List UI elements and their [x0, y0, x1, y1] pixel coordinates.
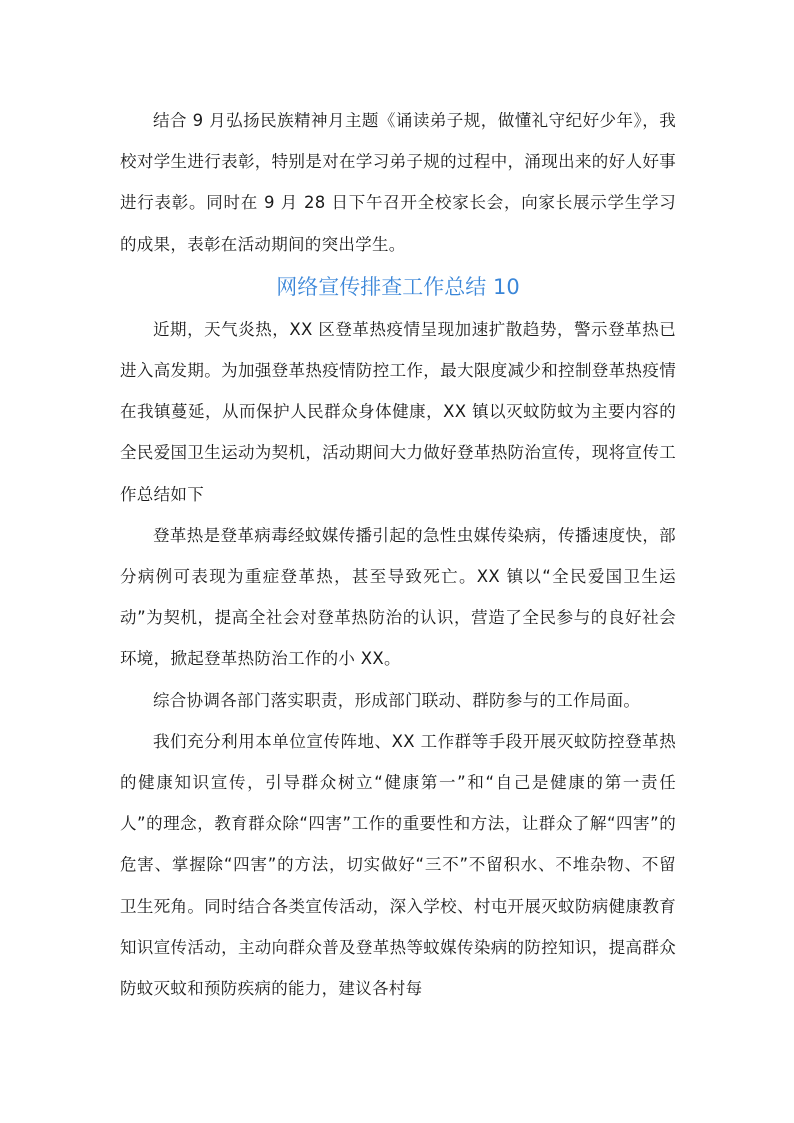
body-paragraph-2: 登革热是登革病毒经蚊媒传播引起的急性虫媒传染病，传播速度快，部分病例可表现为重症登革热，甚至导致死亡。XX 镇以“全民爱国卫生运动”为契机，提高全社会对登革热防治的认识，营造了全民参与的良好社会环境，掀起登革热防治工作的小 XX。 — [120, 525, 676, 669]
document-page — [120, 100, 676, 1009]
body-paragraph-4: 我们充分利用本单位宣传阵地、XX 工作群等手段开展灭蚊防控登革热的健康知识宣传，引导群众树立“健康第一”和“自己是健康的第一责任人”的理念，教育群众除“四害”工作的重要性和方法，让群众了解“四害”的危害、掌握除“四害”的方法，切实做好“三不”不留积水、不堆杂物、不留卫生死角。同时结合各类宣传活动，深入学校、村屯开展灭蚊防病健康教育知识宣传活动，主动向群众普及登革热等蚊媒传染病的防控知识，提高群众防蚊灭蚊和预防疾病的能力，建议各村每 — [120, 731, 676, 999]
intro-paragraph: 结合 9 月弘扬民族精神月主题《诵读弟子规，做懂礼守纪好少年》，我校对学生进行表彰，特别是对在学习弟子规的过程中，涌现出来的好人好事进行表彰。同时在 9 月 28 日下午召开全校家长会，向家长展示学生学习的成果，表彰在活动期间的突出学生。 — [120, 111, 676, 254]
section-title: 网络宣传排查工作总结 10 — [276, 274, 520, 299]
body-paragraph-3: 综合协调各部门落实职责，形成部门联动、群防参与的工作局面。 — [153, 690, 641, 710]
body-paragraph-1: 近期，天气炎热，XX 区登革热疫情呈现加速扩散趋势，警示登革热已进入高发期。为加强登革热疫情防控工作，最大限度减少和控制登革热疫情在我镇蔓延，从而保护人民群众身体健康，XX 镇以灭蚊防蚊为主要内容的全民爱国卫生运动为契机，活动期间大力做好登革热防治宣传，现将宣传工作总结如下 — [120, 319, 676, 504]
